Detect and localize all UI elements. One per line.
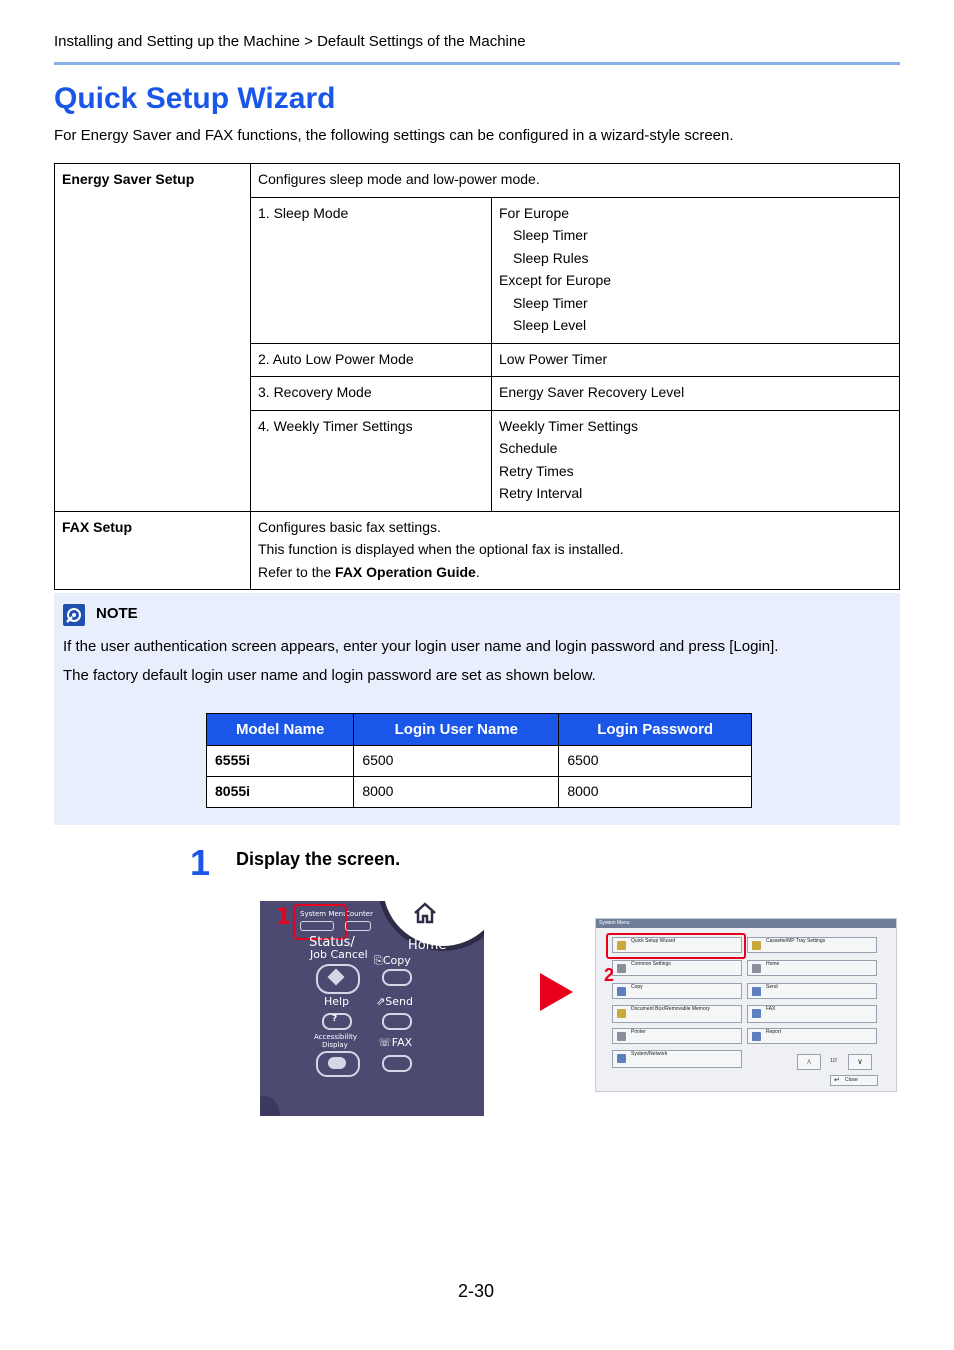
value-line: Low Power Timer	[499, 350, 608, 367]
callout-1: 1	[276, 905, 292, 930]
accessibility-label: Accessibility	[314, 1033, 358, 1041]
system-menu-label: System Menu	[300, 910, 348, 918]
value-line: Sleep Timer	[513, 227, 588, 243]
settings-icon	[617, 964, 626, 973]
send-settings-button[interactable]: Send	[747, 983, 877, 999]
close-button[interactable]: ↵ Close	[830, 1075, 878, 1086]
fax-setup-description	[251, 511, 900, 590]
fax-button[interactable]	[382, 1055, 412, 1072]
home-label: Home	[408, 938, 447, 953]
quick-setup-wizard-button[interactable]: Quick Setup Wizard	[612, 937, 742, 953]
sleep-mode-item: 1. Sleep Mode	[251, 197, 492, 343]
weekly-timer-item: 4. Weekly Timer Settings	[251, 410, 492, 511]
copy-label: ⎘Copy	[374, 954, 411, 967]
table-row	[55, 511, 900, 590]
home-icon	[412, 901, 438, 930]
send-button[interactable]	[382, 1013, 412, 1030]
value-line: This function is displayed when the optional fax is installed.	[258, 541, 624, 557]
step-number: 1	[190, 842, 211, 883]
return-icon: ↵	[834, 1077, 840, 1084]
sleep-mode-values	[492, 197, 900, 343]
energy-saver-label: Energy Saver Setup	[55, 164, 251, 512]
model-cell: 8055i	[207, 777, 354, 808]
screen-title-bar	[596, 919, 896, 928]
system-network-button[interactable]: System/Network	[612, 1050, 742, 1068]
value-line: Sleep Timer	[513, 294, 588, 311]
page-indicator: 1/2	[830, 1058, 837, 1064]
fax-settings-button[interactable]: FAX	[747, 1005, 877, 1023]
network-icon	[617, 1054, 626, 1063]
energy-saver-description: Configures sleep mode and low-power mode.	[251, 164, 900, 198]
note-paragraph: The factory default login user name and login password are set as shown below.	[63, 667, 596, 684]
recovery-mode-values	[492, 377, 900, 411]
user-name-cell: 6500	[354, 746, 559, 777]
operation-panel-image	[260, 901, 484, 1116]
note-paragraph: If the user authentication screen appears, enter your login user name and login password and press [Login].	[63, 638, 779, 655]
fax-setup-label: FAX Setup	[55, 511, 251, 590]
column-header: Login User Name	[354, 714, 559, 746]
system-menu-screen-image	[595, 918, 897, 1092]
column-header: Model Name	[207, 714, 354, 746]
page-up-button[interactable]	[797, 1054, 821, 1070]
value-line: Energy Saver Recovery Level	[499, 384, 685, 400]
value-line: Configures basic fax settings.	[258, 518, 441, 535]
value-line: Schedule	[499, 440, 558, 456]
copy-icon	[617, 987, 626, 996]
report-button[interactable]: Report	[747, 1028, 877, 1044]
tray-icon	[752, 941, 761, 950]
value-line: Sleep Rules	[513, 249, 589, 266]
value-line: Sleep Level	[513, 317, 587, 333]
step-label: Display the screen.	[236, 849, 401, 869]
stop-icon	[328, 969, 345, 986]
panel-curve	[260, 1096, 280, 1116]
table-row	[207, 777, 752, 808]
page-down-button[interactable]	[848, 1054, 872, 1070]
copy-icon: ⎘	[374, 954, 383, 967]
callout-2: 2	[604, 965, 615, 985]
intro-text: For Energy Saver and FAX functions, the following settings can be configured in a wizard-style screen.	[54, 127, 734, 144]
value-line: Retry Interval	[499, 485, 583, 501]
system-menu-button[interactable]	[300, 921, 334, 931]
common-settings-button[interactable]: Common Settings	[612, 960, 742, 976]
send-icon	[752, 987, 761, 996]
value-line: Retry Times	[499, 462, 574, 479]
document-box-icon	[617, 1009, 626, 1018]
status-label: Status/	[309, 935, 355, 950]
arrow-icon	[540, 973, 573, 1011]
password-cell: 8000	[559, 777, 752, 808]
recovery-mode-item: 3. Recovery Mode	[251, 377, 492, 411]
user-name-cell: 8000	[354, 777, 559, 808]
auto-low-power-item: 2. Auto Low Power Mode	[251, 343, 492, 377]
page-title: Quick Setup Wizard	[54, 82, 336, 115]
home-icon	[752, 964, 761, 973]
copy-settings-button[interactable]: Copy	[612, 983, 742, 999]
document-box-button[interactable]: Document Box/Removable Memory	[612, 1005, 742, 1023]
value-line: Refer to the FAX Operation Guide.	[258, 563, 480, 580]
help-label: Help	[324, 995, 350, 1008]
job-cancel-label: Job Cancel	[310, 948, 368, 961]
printer-icon	[617, 1032, 626, 1041]
note-icon	[63, 604, 85, 626]
counter-label: Counter	[345, 910, 373, 918]
breadcrumb: Installing and Setting up the Machine > Default Settings of the Machine	[54, 33, 526, 50]
quick-setup-highlight	[606, 933, 746, 959]
chevron-up-icon: ∧	[806, 1057, 812, 1066]
accessibility-display-button[interactable]	[316, 1051, 360, 1077]
chevron-down-icon: ∨	[857, 1057, 863, 1066]
report-icon	[752, 1032, 761, 1041]
counter-button[interactable]	[345, 921, 371, 931]
display-label: Display	[322, 1041, 348, 1049]
model-cell: 6555i	[207, 746, 354, 777]
value-line: For Europe	[499, 204, 570, 221]
header-rule	[54, 62, 900, 65]
home-settings-button[interactable]: Home	[747, 960, 877, 976]
status-job-cancel-button[interactable]	[316, 964, 360, 994]
note-heading: NOTE	[96, 605, 138, 622]
weekly-timer-values	[492, 410, 900, 511]
screen-title: System Menu	[599, 920, 630, 926]
send-label: ⇗Send	[376, 995, 413, 1008]
copy-button[interactable]	[382, 969, 412, 986]
table-row	[207, 746, 752, 777]
value-line: Except for Europe	[499, 272, 612, 288]
column-header: Login Password	[559, 714, 752, 746]
auto-low-power-values	[492, 343, 900, 377]
help-icon: ?	[332, 1014, 338, 1024]
fax-guide-reference: FAX Operation Guide	[335, 563, 476, 580]
fax-label: ☏FAX	[378, 1036, 413, 1049]
page-number: 2-30	[458, 1281, 495, 1301]
send-icon: ⇗	[376, 995, 386, 1008]
settings-table	[54, 163, 900, 590]
printer-settings-button[interactable]: Printer	[612, 1028, 742, 1044]
fax-icon	[752, 1009, 761, 1018]
accessibility-icon	[328, 1057, 346, 1069]
value-line: Weekly Timer Settings	[499, 417, 639, 434]
fax-icon: ☏	[378, 1036, 392, 1049]
login-table	[206, 713, 752, 808]
cassette-mp-tray-button[interactable]: Cassette/MP Tray Settings	[747, 937, 877, 953]
password-cell: 6500	[559, 746, 752, 777]
